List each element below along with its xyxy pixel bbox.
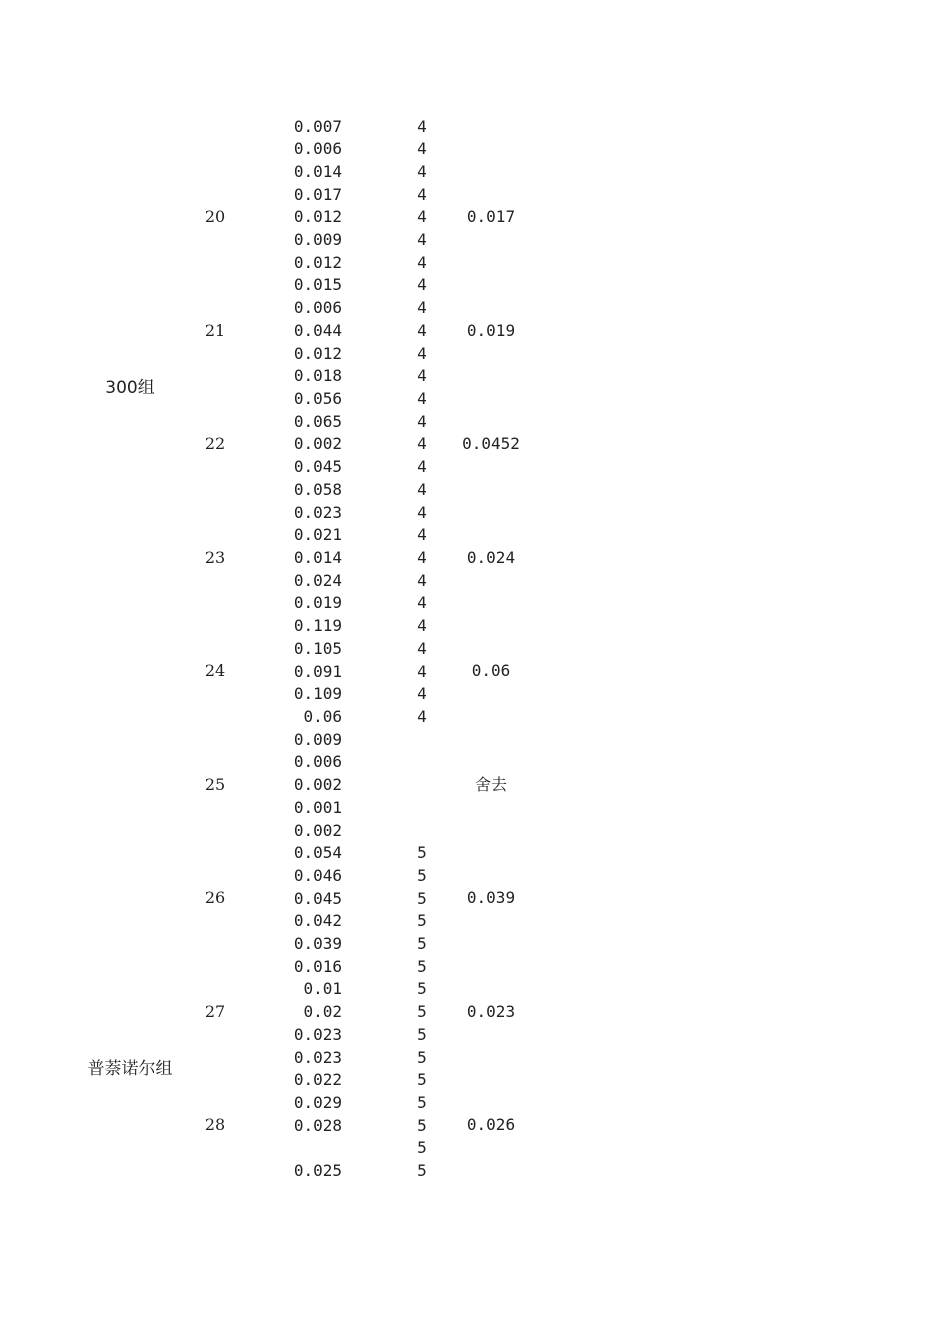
measurement-count: 5 [417,1002,427,1021]
subject-id: 22 [204,434,226,453]
measurement-count: 4 [417,593,427,612]
measurement-count: 5 [417,911,427,930]
measurement-count: 4 [417,162,427,181]
measurement-value: 0.002 [293,434,342,453]
measurement-count: 5 [417,934,427,953]
measurement-count: 4 [417,298,427,317]
measurement-count: 4 [417,321,427,340]
measurement-count: 4 [417,480,427,499]
measurement-count: 4 [417,207,427,226]
measurement-value: 0.002 [293,821,342,840]
measurement-count: 5 [417,866,427,885]
measurement-count: 4 [417,185,427,204]
measurement-count: 4 [417,253,427,272]
measurement-count: 5 [417,1138,427,1157]
subject-result: 0.039 [466,888,516,907]
measurement-value: 0.039 [293,934,342,953]
measurement-value: 0.028 [293,1116,342,1135]
subject-id: 20 [204,207,226,226]
measurement-value: 0.006 [293,298,342,317]
subject-result: 0.023 [466,1002,516,1021]
measurement-value: 0.021 [293,525,342,544]
group-label: 普萘诺尔组 [87,1059,173,1079]
measurement-count: 4 [417,662,427,681]
subject-id: 28 [204,1115,226,1134]
measurement-value: 0.025 [293,1161,342,1180]
subject-id: 25 [204,775,226,794]
measurement-value: 0.007 [293,117,342,136]
measurement-value: 0.012 [293,344,342,363]
measurement-count: 5 [417,957,427,976]
measurement-count: 5 [417,889,427,908]
measurement-value: 0.023 [293,1025,342,1044]
measurement-value: 0.023 [293,503,342,522]
measurement-count: 4 [417,344,427,363]
measurement-value: 0.022 [293,1070,342,1089]
measurement-value: 0.02 [303,1002,342,1021]
measurement-value: 0.001 [293,798,342,817]
group-label: 300组 [105,378,155,398]
measurement-value: 0.109 [293,684,342,703]
measurement-count: 4 [417,230,427,249]
measurement-count: 4 [417,503,427,522]
subject-result: 0.0452 [462,434,520,453]
measurement-count: 4 [417,275,427,294]
measurement-count: 4 [417,434,427,453]
subject-result: 0.06 [471,661,511,680]
measurement-count: 4 [417,389,427,408]
measurement-count: 4 [417,457,427,476]
measurement-count: 5 [417,843,427,862]
subject-result: 0.017 [466,207,516,226]
measurement-value: 0.016 [293,957,342,976]
subject-result: 0.019 [466,321,516,340]
measurement-count: 5 [417,1070,427,1089]
measurement-count: 5 [417,979,427,998]
measurement-value: 0.042 [293,911,342,930]
measurement-value: 0.06 [303,707,342,726]
measurement-count: 4 [417,684,427,703]
measurement-value: 0.045 [293,457,342,476]
subject-id: 23 [204,548,226,567]
measurement-value: 0.002 [293,775,342,794]
measurement-count: 5 [417,1025,427,1044]
measurement-value: 0.119 [293,616,342,635]
measurement-count: 4 [417,525,427,544]
measurement-value: 0.006 [293,139,342,158]
measurement-count: 5 [417,1116,427,1135]
subject-result: 0.024 [466,548,516,567]
measurement-value: 0.014 [293,548,342,567]
measurement-count: 4 [417,707,427,726]
measurement-count: 4 [417,548,427,567]
measurement-count: 5 [417,1048,427,1067]
measurement-value: 0.054 [293,843,342,862]
measurement-count: 4 [417,571,427,590]
subject-id: 21 [204,321,226,340]
measurement-value: 0.044 [293,321,342,340]
measurement-count: 4 [417,117,427,136]
subject-result: 舍去 [474,775,507,794]
measurement-count: 4 [417,412,427,431]
measurement-value: 0.065 [293,412,342,431]
measurement-count: 4 [417,616,427,635]
measurement-count: 4 [417,366,427,385]
measurement-value: 0.012 [293,207,342,226]
measurement-value: 0.009 [293,230,342,249]
measurement-value: 0.024 [293,571,342,590]
subject-result: 0.026 [466,1115,516,1134]
subject-id: 24 [204,661,226,680]
measurement-value: 0.006 [293,752,342,771]
measurement-value: 0.014 [293,162,342,181]
measurement-value: 0.045 [293,889,342,908]
measurement-count: 5 [417,1161,427,1180]
measurement-value: 0.018 [293,366,342,385]
measurement-value: 0.01 [303,979,342,998]
measurement-count: 5 [417,1093,427,1112]
measurement-count: 4 [417,639,427,658]
measurement-value: 0.009 [293,730,342,749]
subject-id: 27 [204,1002,226,1021]
measurement-value: 0.019 [293,593,342,612]
measurement-value: 0.056 [293,389,342,408]
measurement-value: 0.105 [293,639,342,658]
measurement-value: 0.012 [293,253,342,272]
subject-id: 26 [204,888,226,907]
measurement-count: 4 [417,139,427,158]
measurement-value: 0.058 [293,480,342,499]
measurement-value: 0.023 [293,1048,342,1067]
measurement-value: 0.029 [293,1093,342,1112]
measurement-value: 0.046 [293,866,342,885]
measurement-value: 0.015 [293,275,342,294]
measurement-value: 0.091 [293,662,342,681]
measurement-value: 0.017 [293,185,342,204]
